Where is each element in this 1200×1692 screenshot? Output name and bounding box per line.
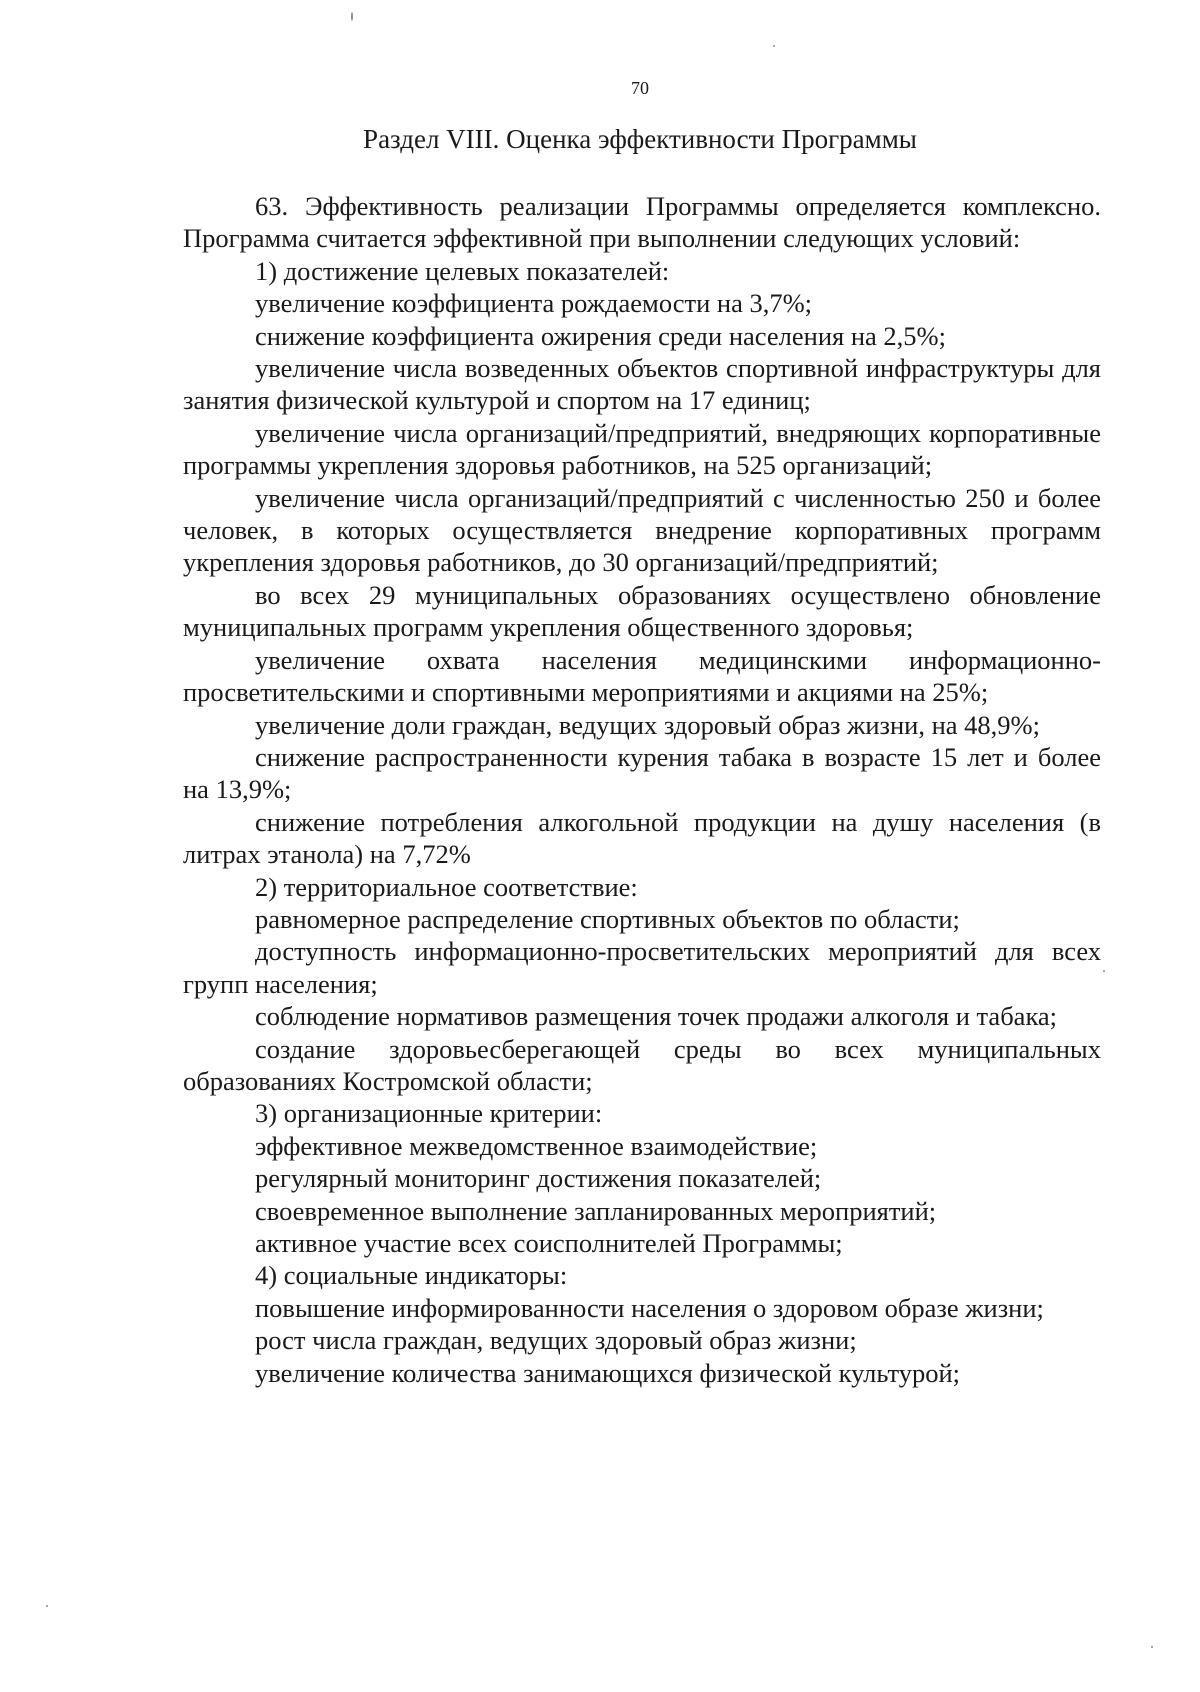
paragraph-item: регулярный мониторинг достижения показателей; xyxy=(255,1163,822,1194)
paragraph-intro: 63. Эффективность реализации Программы определяется комплексно. Программа считается эффективной при выполнении следующих условий: xyxy=(183,191,1101,254)
paragraph-item: рост числа граждан, ведущих здоровый образ жизни; xyxy=(255,1325,857,1356)
scan-speck xyxy=(1103,970,1105,972)
paragraph-item: повышение информированности населения о здоровом образе жизни; xyxy=(255,1292,1044,1323)
paragraph-item: доступность информационно-просветительских мероприятий для всех групп населения; xyxy=(183,936,1101,999)
paragraph-item: соблюдение нормативов размещения точек продажи алкоголя и табака; xyxy=(255,1001,1058,1032)
paragraph-item: увеличение числа организаций/предприятий, внедряющих корпоративные программы укрепления здоровья работников, на 525 организаций; xyxy=(183,417,1101,481)
paragraph-item: увеличение числа возведенных объектов спортивной инфраструктуры для занятия физической культурой и спортом на 17 единиц; xyxy=(183,353,1101,416)
document-body xyxy=(183,190,1101,1389)
paragraph-item: своевременное выполнение запланированных мероприятий; xyxy=(255,1195,937,1226)
paragraph-item: 3) организационные критерии: xyxy=(255,1098,603,1129)
paragraph-item: снижение распространенности курения табака в возрасте 15 лет и более на 13,9%; xyxy=(183,741,1101,805)
scan-speck xyxy=(46,1605,48,1607)
paragraph-item: увеличение коэффициента рождаемости на 3,7%; xyxy=(255,288,813,319)
paragraph-item: увеличение охвата населения медицинскими информационно-просветительскими и спортивными мероприятиями и акциями на 25%; xyxy=(183,644,1101,708)
paragraph-item: равномерное распределение спортивных объектов по области; xyxy=(255,903,960,934)
page-number: 70 xyxy=(631,78,649,98)
scan-speck xyxy=(351,12,353,21)
scan-speck xyxy=(1151,1646,1153,1648)
paragraph-item: снижение потребления алкогольной продукции на душу населения (в литрах этанола) на 7,72% xyxy=(183,806,1101,870)
paragraph-item: увеличение доли граждан, ведущих здоровый образ жизни, на 48,9%; xyxy=(255,709,1040,740)
paragraph-item: создание здоровьесберегающей среды во всех муниципальных образованиях Костромской области; xyxy=(183,1033,1101,1096)
section-title: Раздел VIII. Оценка эффективности Программы xyxy=(363,124,917,154)
paragraph-item: 2) территориальное соответствие: xyxy=(255,871,638,902)
paragraph-item: 4) социальные индикаторы: xyxy=(255,1260,568,1291)
scan-speck xyxy=(773,45,775,47)
paragraph-item: эффективное межведомственное взаимодействие; xyxy=(255,1130,818,1161)
paragraph-item: во всех 29 муниципальных образованиях осуществлено обновление муниципальных программ укрепления общественного здоровья; xyxy=(183,579,1101,643)
paragraph-item: увеличение количества занимающихся физической культурой; xyxy=(255,1357,960,1388)
paragraph-item: увеличение числа организаций/предприятий с численностью 250 и более человек, в которых осуществляется внедрение корпоративных программ укрепления здоровья работников, до 30 организаций/предприятий; xyxy=(183,482,1101,578)
paragraph-item: активное участие всех соисполнителей Программы; xyxy=(255,1228,843,1258)
paragraph-item: снижение коэффициента ожирения среди населения на 2,5%; xyxy=(255,320,946,351)
paragraph-item: 1) достижение целевых показателей: xyxy=(255,255,670,286)
